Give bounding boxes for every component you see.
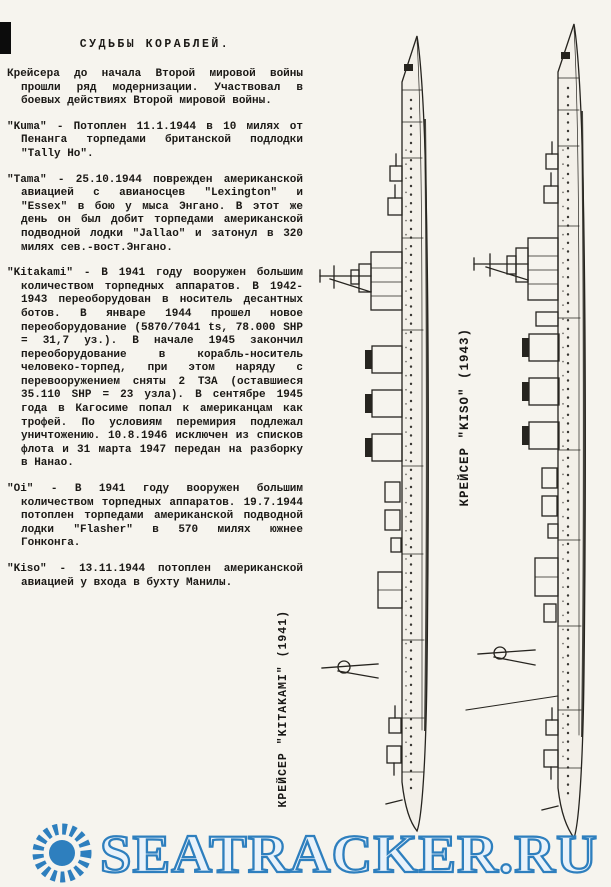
entry-tama: "Tama" - 25.10.1944 поврежден американской авиацией с авианосцев "Lexington" и "Essex" в бою у мыса Энгано. В этот же день он был добит торпедами американской подводной лодки "Jallao" и затонул в 320 милях сев.-вост.Энгано. [7, 173, 303, 254]
figure-caption-kitakami: КРЕЙСЕР "KITAKAMI" (1941) [277, 610, 290, 808]
figure-caption-kiso: КРЕЙСЕР "KISO" (1943) [458, 328, 472, 507]
intro-paragraph: Крейсера до начала Второй мировой войны прошли ряд модернизации. Участвовал в боевых действиях Второй мировой войны. [7, 68, 303, 108]
kitakami-ship-drawing [308, 30, 453, 845]
document-text-column [7, 38, 303, 602]
kiso-ship-drawing [462, 20, 611, 860]
sun-logo-icon [38, 829, 86, 877]
entry-oi: "Oi" - В 1941 году вооружен большим количеством торпедных аппаратов. 19.7.1944 потоплен торпедами американской подводной лодки "Flasher" в 570 милях южнее Гонконга. [7, 483, 303, 550]
page-title: СУДЬБЫ КОРАБЛЕЙ. [79, 38, 231, 51]
seatracker-watermark [26, 822, 606, 884]
watermark-text: SEATRACKER.RU [100, 824, 598, 884]
entry-kitakami: "Kitakami" - В 1941 году вооружен большим количеством торпедных аппаратов. В 1942-1943 переоборудован в носитель десантных ботов. В январе 1944 прошел новое переоборудование (5870/7041 ts, 78.000 SHP = 31,7 уз.). В начале 1945 закончил переоборудование в корабль-носитель человеко-торпед, при этом наряду с перевооружением сняты 2 ТЗА (оставшиеся 35.110 SHP = 23 узла). В сентябре 1945 года в Кагосиме попал к американцам как трофей. По условиям перемирия подлежал уничтожению. 10.8.1946 исключен из списков флота и 31 марта 1947 передан на разборку в Нанао. [7, 267, 303, 470]
entry-kiso: "Kiso" - 13.11.1944 потоплен американской авиацией у входа в бухту Манилы. [7, 563, 303, 589]
entry-kuma: "Kuma" - Потоплен 11.1.1944 в 10 милях от Пенанга торпедами британской подлодки "Tally Ho". [7, 120, 303, 160]
